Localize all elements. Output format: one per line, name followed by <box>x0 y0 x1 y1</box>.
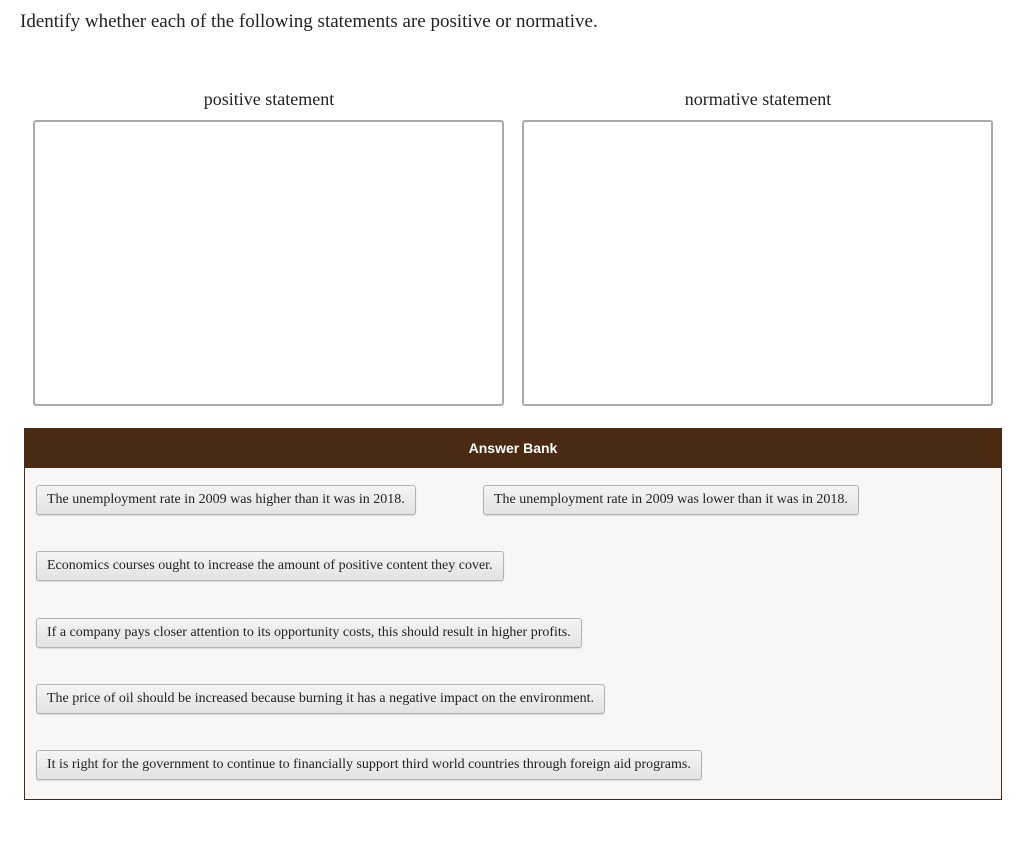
answer-chip-unemployment-higher[interactable]: The unemployment rate in 2009 was higher than it was in 2018. <box>36 485 416 515</box>
answer-bank <box>24 428 1002 800</box>
answer-chip-unemployment-lower[interactable]: The unemployment rate in 2009 was lower than it was in 2018. <box>483 485 859 515</box>
question-instruction: Identify whether each of the following statements are positive or normative. <box>20 11 598 32</box>
answer-bank-header: Answer Bank <box>25 429 1001 468</box>
positive-category-label: positive statement <box>203 89 335 109</box>
normative-category-label: normative statement <box>684 89 832 109</box>
answer-chip-foreign-aid[interactable]: It is right for the government to continue to financially support third world countries through foreign aid programs. <box>36 750 702 780</box>
answer-chip-opportunity-costs[interactable]: If a company pays closer attention to its opportunity costs, this should result in higher profits. <box>36 618 582 648</box>
answer-chip-oil-price[interactable]: The price of oil should be increased because burning it has a negative impact on the environment. <box>36 684 605 714</box>
positive-drop-zone[interactable] <box>33 120 504 406</box>
normative-drop-zone[interactable] <box>522 120 993 406</box>
answer-chip-economics-courses[interactable]: Economics courses ought to increase the amount of positive content they cover. <box>36 551 504 581</box>
